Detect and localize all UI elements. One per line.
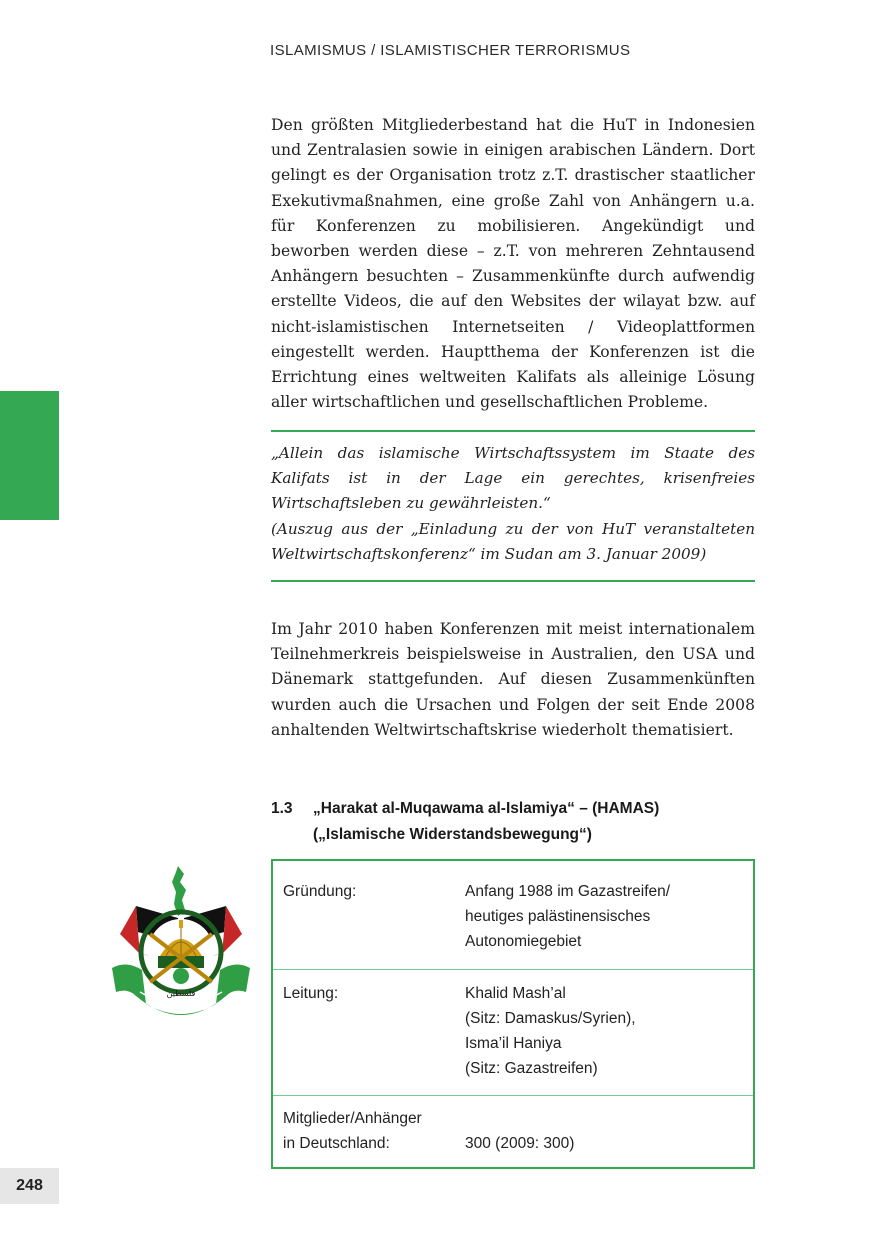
- quote-top-rule: [271, 430, 755, 432]
- quote-text: „Allein das islamische Wirtschaftssystem im Staate des Kalifats ist in der Lage ein gerechtes, krisenfreies Wirtschaftsleben zu gewährleisten.“: [271, 444, 755, 513]
- quote-bottom-rule: [271, 580, 755, 582]
- row-divider: [273, 1095, 753, 1096]
- quote-source: (Auszug aus der „Einladung zu der von HuT veranstalteten Weltwirtschaftskonferenz“ im Sudan am 3. Januar 2009): [271, 519, 755, 563]
- section-number: 1.3: [271, 800, 293, 817]
- emblem-banner-text: فلسطين: [166, 989, 196, 998]
- label-line: Mitglieder/Anhänger: [283, 1110, 422, 1127]
- label-line: Leitung:: [283, 985, 339, 1002]
- value-line: heutiges palästinensisches: [465, 908, 651, 925]
- label-line: in Deutschland:: [283, 1135, 390, 1152]
- value-line: (Sitz: Gazastreifen): [465, 1060, 598, 1077]
- page-number: 248: [16, 1177, 43, 1194]
- value-line: Autonomiegebiet: [465, 933, 582, 950]
- hamas-emblem-icon: [106, 864, 256, 1028]
- emblem-ribbon-text: حركة المقاومة الاسلامية - حماس: [136, 1004, 226, 1012]
- section-title-line-1: „Harakat al-Muqawama al-Islamiya“ – (HAMAS): [313, 800, 660, 817]
- value-line: Isma’il Haniya: [465, 1035, 562, 1052]
- value-line: (Sitz: Damaskus/Syrien),: [465, 1010, 636, 1027]
- value-line: Anfang 1988 im Gazastreifen/: [465, 883, 671, 900]
- row-label: [283, 1106, 453, 1156]
- section-title-text: [313, 796, 753, 848]
- section-title-line-2: („Islamische Widerstandsbewegung“): [313, 826, 592, 843]
- row-value: [465, 879, 745, 954]
- body-paragraph-2: Im Jahr 2010 haben Konferenzen mit meist internationalem Teilnehmerkreis beispielsweise in Australien, den USA und Dänemark stattgefunden. Auf diesen Zusammenkünften wurden auch die Ursachen und Folgen der seit Ende 2008 anhaltenden Weltwirtschaftskrise wiederholt thematisiert.: [271, 620, 755, 739]
- chapter-color-tab: [0, 391, 59, 520]
- organization-info-table: [271, 859, 755, 1169]
- row-value: [465, 981, 745, 1081]
- row-divider: [273, 969, 753, 970]
- running-header: ISLAMISMUS / ISLAMISTISCHER TERRORISMUS: [270, 42, 631, 59]
- row-value: [465, 1131, 745, 1156]
- row-label: [283, 879, 453, 904]
- body-paragraph-1: Den größten Mitgliederbestand hat die HuT in Indonesien und Zentralasien sowie in einigen arabischen Ländern. Dort gelingt es der Organisation trotz z.T. drastischer staatlicher Exekutivmaßnahmen, eine große Zahl von Anhängern u.a. für Konferenzen zu mobilisieren. Angekündigt und beworben werden diese – z.T. von mehreren Zehntausend Anhängern besuchten – Zusammenkünfte durch aufwendig erstellte Videos, die auf den Websites der wilayat bzw. auf nicht-islamistischen Internetseiten / Videoplattformen eingestellt werden. Hauptthema der Konferenzen ist die Errichtung eines weltweiten Kalifats als alleinige Lösung aller wirtschaftlichen und gesellschaftlichen Probleme.: [271, 116, 755, 412]
- label-line: Gründung:: [283, 883, 357, 900]
- value-line: Khalid Mash’al: [465, 985, 566, 1002]
- value-line: 300 (2009: 300): [465, 1135, 575, 1152]
- quote-block: [271, 441, 755, 567]
- row-label: [283, 981, 453, 1006]
